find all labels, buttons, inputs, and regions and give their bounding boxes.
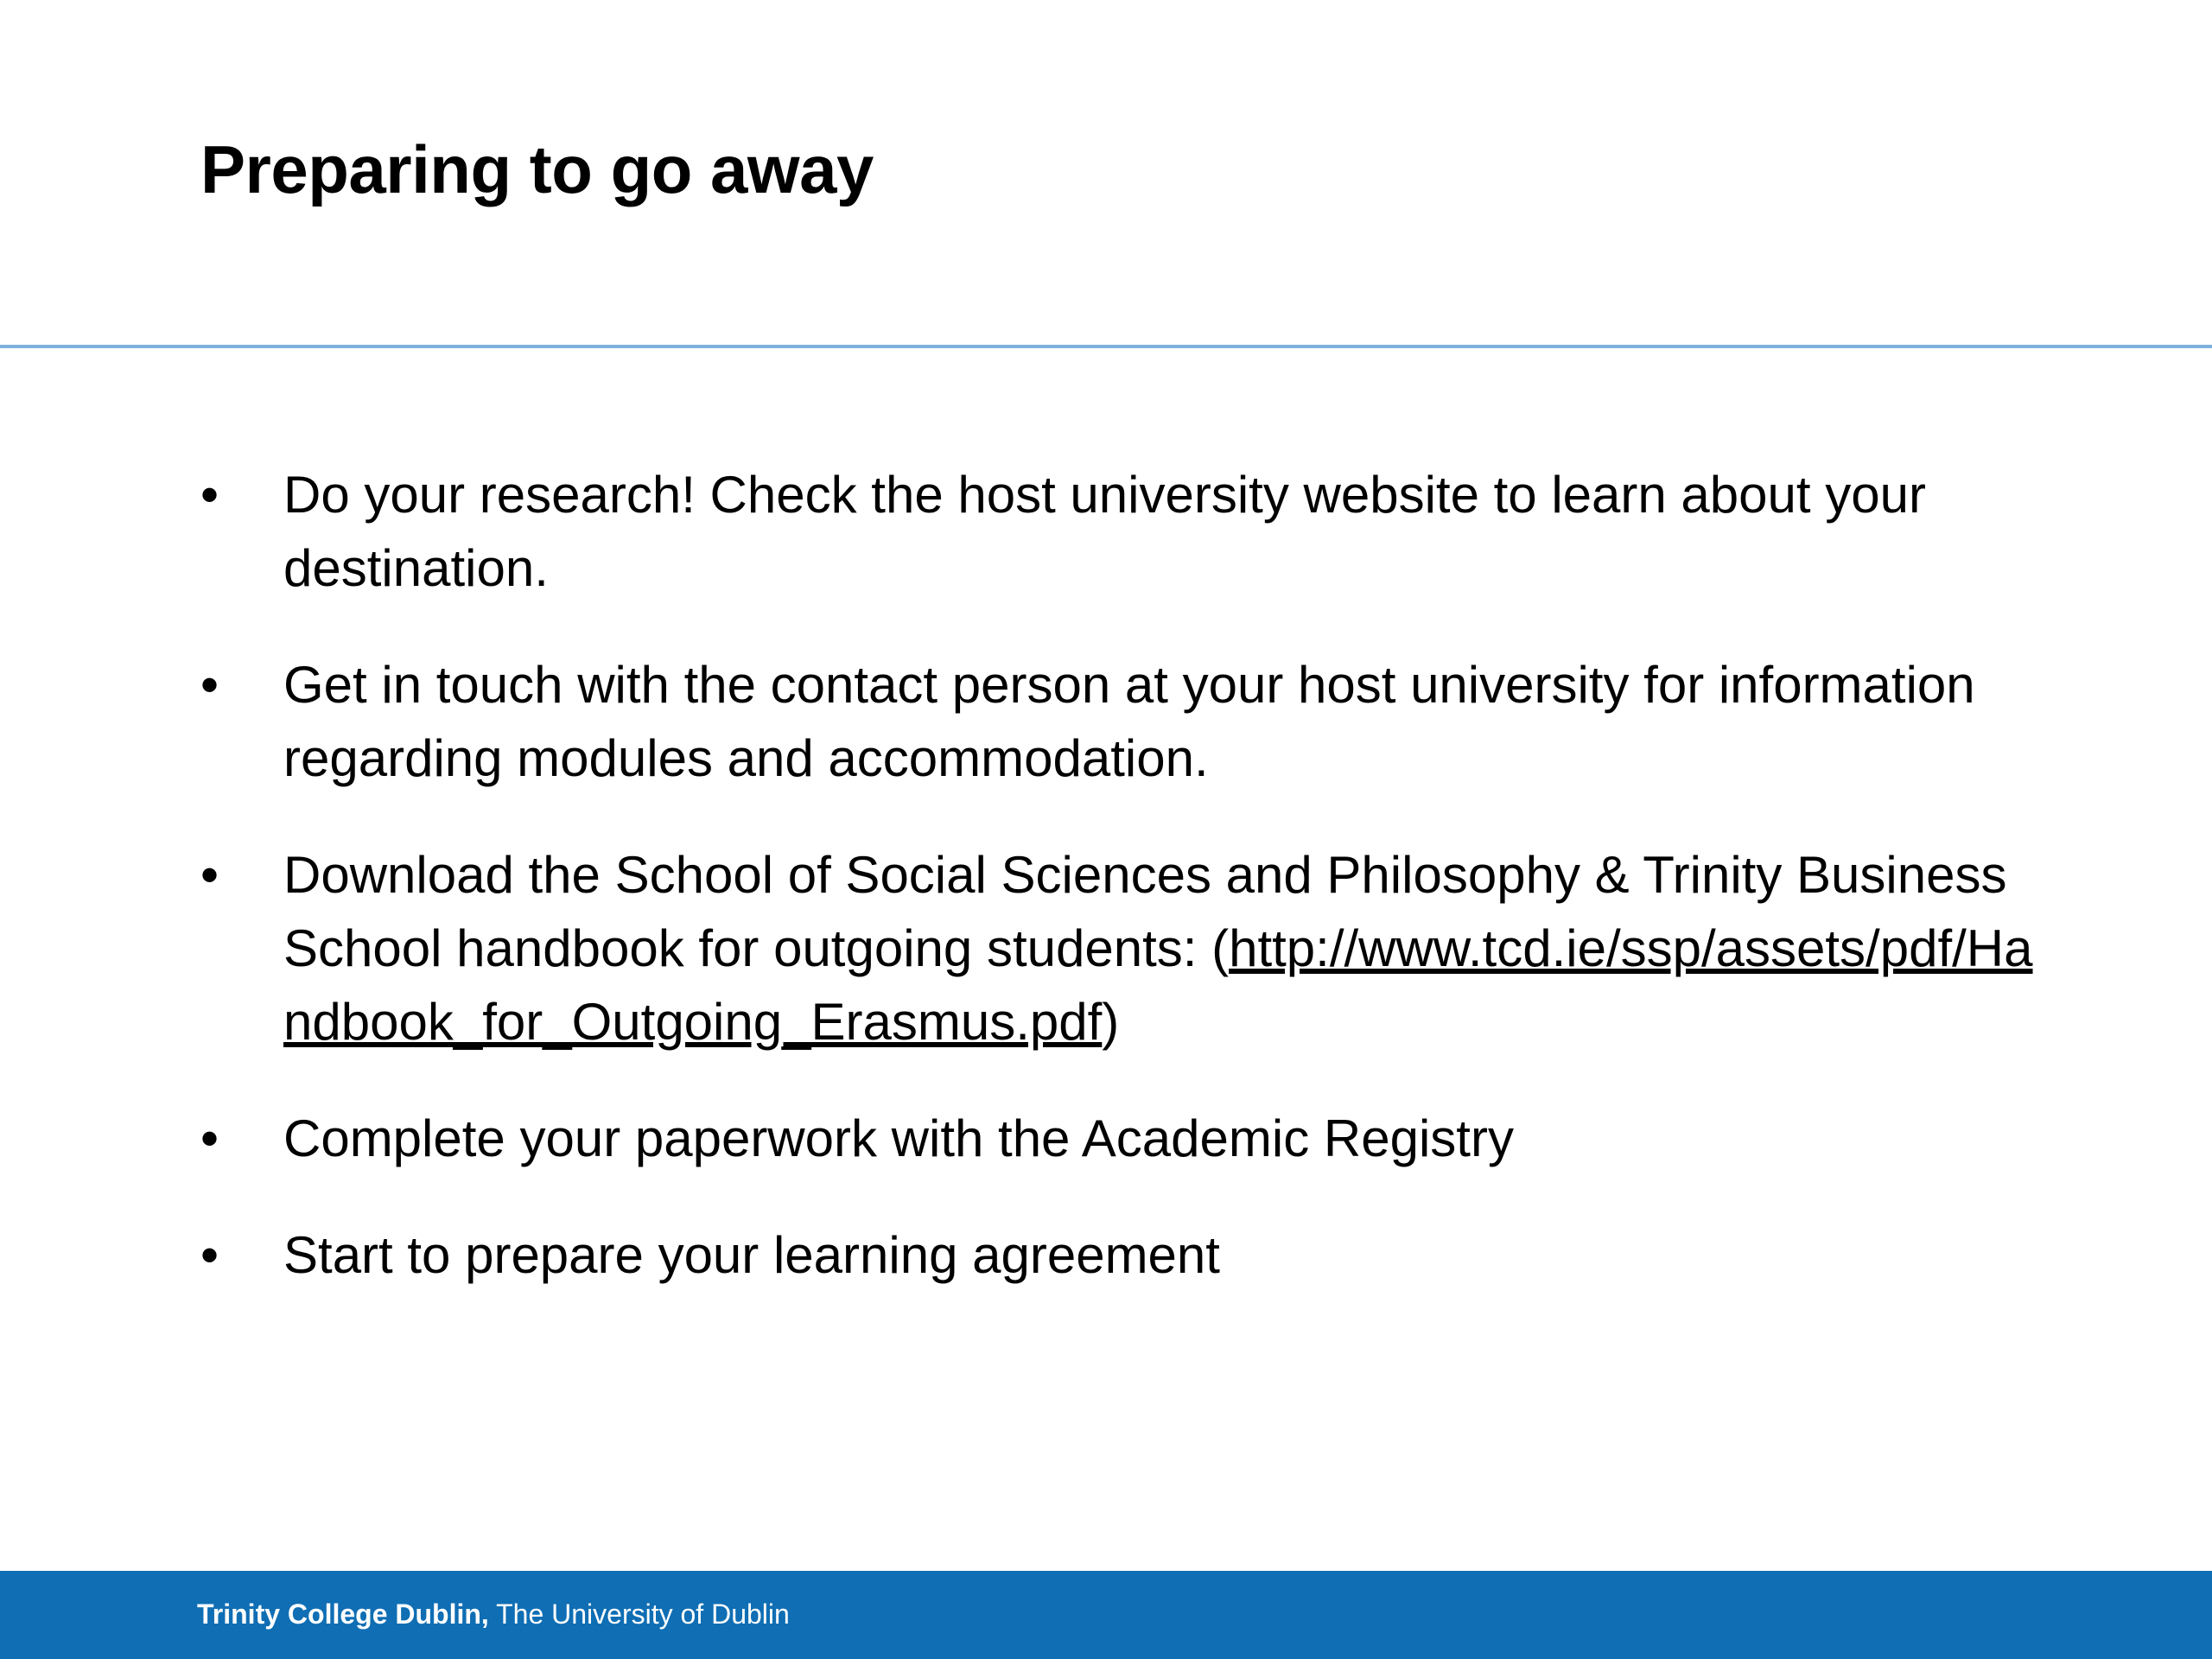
slide-title: Preparing to go away bbox=[200, 131, 874, 207]
bullet-item-contact bbox=[200, 648, 2050, 795]
bullet-text: Do your research! Check the host university website to learn about your destination. bbox=[283, 466, 1926, 597]
bullet-text: Get in touch with the contact person at your host university for information regarding modules and accommodation. bbox=[283, 656, 1975, 787]
footer-subtitle: The University of Dublin bbox=[488, 1599, 790, 1630]
bullet-marker: • bbox=[200, 1226, 219, 1284]
bullet-text: Complete your paperwork with the Academic Registry bbox=[283, 1109, 1514, 1167]
bullet-item-paperwork bbox=[200, 1102, 2050, 1175]
bullet-marker: • bbox=[200, 846, 219, 904]
bullet-list bbox=[200, 458, 2050, 1335]
footer-bar bbox=[0, 1571, 2212, 1659]
bullet-item-learning-agreement bbox=[200, 1218, 2050, 1292]
bullet-text-suffix: ) bbox=[1102, 993, 1120, 1051]
bullet-marker: • bbox=[200, 656, 219, 714]
footer-institution: Trinity College Dublin, bbox=[197, 1599, 489, 1630]
title-divider bbox=[0, 345, 2212, 348]
footer-text bbox=[197, 1597, 790, 1631]
bullet-marker: • bbox=[200, 466, 219, 524]
bullet-text: Start to prepare your learning agreement bbox=[283, 1226, 1220, 1284]
bullet-item-handbook bbox=[200, 838, 2050, 1058]
bullet-text: Download the School of Social Sciences and Philosophy & Trinity Business School handbook for outgoing students: ( bbox=[283, 846, 2007, 977]
bullet-item-research bbox=[200, 458, 2050, 605]
bullet-marker: • bbox=[200, 1109, 219, 1167]
handbook-link[interactable]: http://www.tcd.ie/ssp/assets/pdf/Handbook_for_Outgoing_Erasmus.pdf bbox=[283, 919, 2033, 1051]
